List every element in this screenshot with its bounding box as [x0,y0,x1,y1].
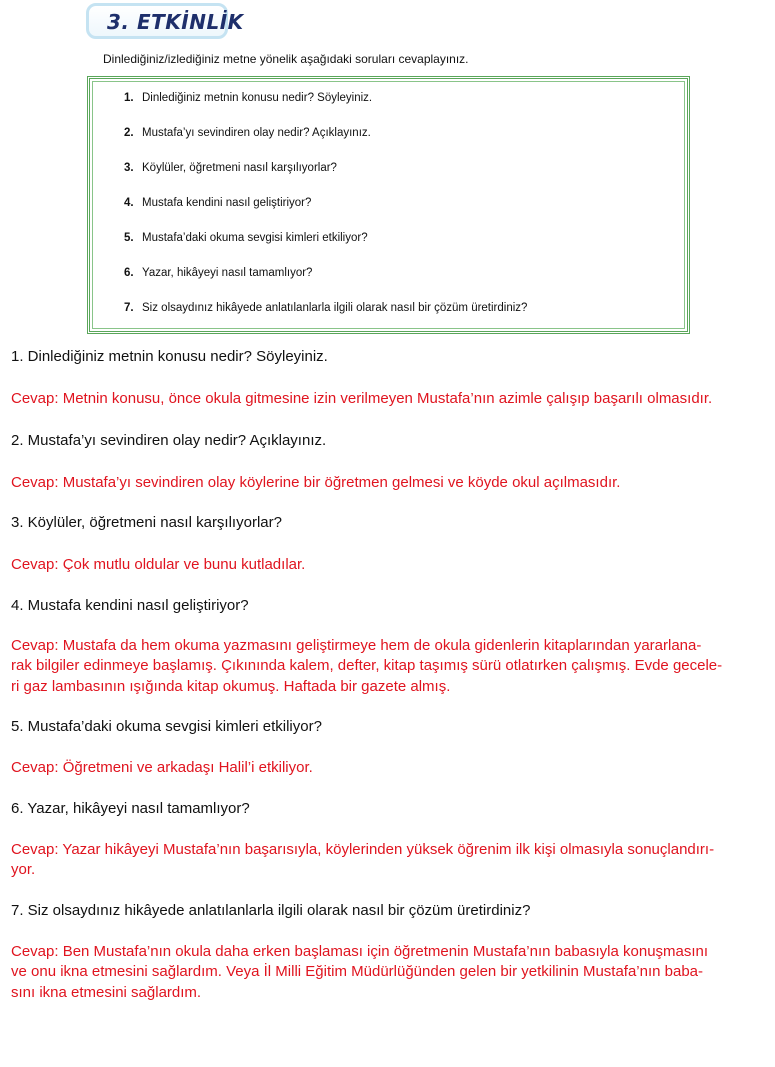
activity-badge [86,3,244,39]
question-box [87,76,690,334]
question-number: 6. [124,267,134,279]
question-text: Siz olsaydınız hikâyede anlatılanlarla ilgili olarak nasıl bir çözüm üretirdiniz? [142,302,528,314]
qa-block-1 [11,347,767,410]
qa-block-7 [11,901,767,1004]
question-text: Mustafa’yı sevindiren olay nedir? Açıklayınız. [142,127,371,139]
question-heading: 4. Mustafa kendini nasıl geliştiriyor? [11,596,249,614]
question-text: Yazar, hikâyeyi nasıl tamamlıyor? [142,267,313,279]
question-text: Köylüler, öğretmeni nasıl karşılıyorlar? [142,162,337,174]
answer-line: Cevap: Metnin konusu, önce okula gitmesine izin verilmeyen Mustafa’nın azimle çalışıp başarılı olmasıdır. [11,390,713,407]
question-heading: 3. Köylüler, öğretmeni nasıl karşılıyorlar? [11,514,282,531]
qa-block-3 [11,513,767,576]
answer-line: Cevap: Çok mutlu oldular ve bunu kutladılar. [11,556,306,573]
answer-line: Cevap: Yazar hikâyeyi Mustafa’nın başarısıyla, köylerinden yüksek öğrenim ilk kişi olmasıyla sonuçlandırı- [11,840,715,858]
question-list [124,92,527,337]
question-item [124,162,527,197]
answer-line: Cevap: Mustafa’yı sevindiren olay köylerine bir öğretmen gelmesi ve köyde okul açılmasıdır. [11,473,621,491]
question-item [124,127,527,162]
question-text: Mustafa kendini nasıl geliştiriyor? [142,197,312,209]
question-heading: 5. Mustafa’daki okuma sevgisi kimleri etkiliyor? [11,718,322,735]
answer-line: ve onu ikna etmesini sağlardım. Veya İl Milli Eğitim Müdürlüğünden gelen bir yetkilinin Mustafa’nın baba- [11,963,704,980]
question-heading: 2. Mustafa’yı sevindiren olay nedir? Açıklayınız. [11,431,327,449]
question-heading: 6. Yazar, hikâyeyi nasıl tamamlıyor? [11,799,250,817]
qa-block-5 [11,717,767,779]
question-item [124,302,527,337]
question-text: Dinlediğiniz metnin konusu nedir? Söyleyiniz. [142,92,373,104]
qa-block-6 [11,799,767,881]
qa-block-2 [11,431,767,494]
answer-line: Cevap: Öğretmeni ve arkadaşı Halil’i etkiliyor. [11,759,313,776]
question-item [124,197,527,232]
question-heading: 7. Siz olsaydınız hikâyede anlatılanlarla ilgili olarak nasıl bir çözüm üretirdiniz? [11,901,531,919]
question-item [124,92,527,127]
question-number: 7. [124,302,134,314]
question-number: 2. [124,127,134,139]
answer-line: yor. [11,861,36,878]
question-number: 3. [124,162,134,174]
question-item [124,232,527,267]
question-number: 1. [124,92,134,104]
question-heading: 1. Dinlediğiniz metnin konusu nedir? Söyleyiniz. [11,348,328,365]
answer-line: sını ikna etmesini sağlardım. [11,983,202,1001]
answers-section [11,347,767,1003]
answer-line: Cevap: Ben Mustafa’nın okula daha erken başlaması için öğretmenin Mustafa’nın babasıyla konuşmasını [11,942,709,960]
answer-line: rak bilgiler edinmeye başlamış. Çıkınında kalem, defter, kitap taşımış sürü otlatırken çalışmış. Evde gecele- [11,657,723,674]
instruction-text: Dinlediğiniz/izlediğiniz metne yönelik aşağıdaki soruları cevaplayınız. [103,52,469,66]
activity-title: 3. ETKİNLİK [107,10,244,34]
answer-line: ri gaz lambasının ışığında kitap okumuş. Haftada bir gazete almış. [11,677,451,695]
question-item [124,267,527,302]
question-text: Mustafa’daki okuma sevgisi kimleri etkiliyor? [142,232,368,244]
qa-block-4 [11,596,767,698]
question-number: 4. [124,197,134,209]
question-number: 5. [124,232,134,244]
answer-line: Cevap: Mustafa da hem okuma yazmasını geliştirmeye hem de okula gidenlerin kitaplarından yararlana- [11,636,702,654]
